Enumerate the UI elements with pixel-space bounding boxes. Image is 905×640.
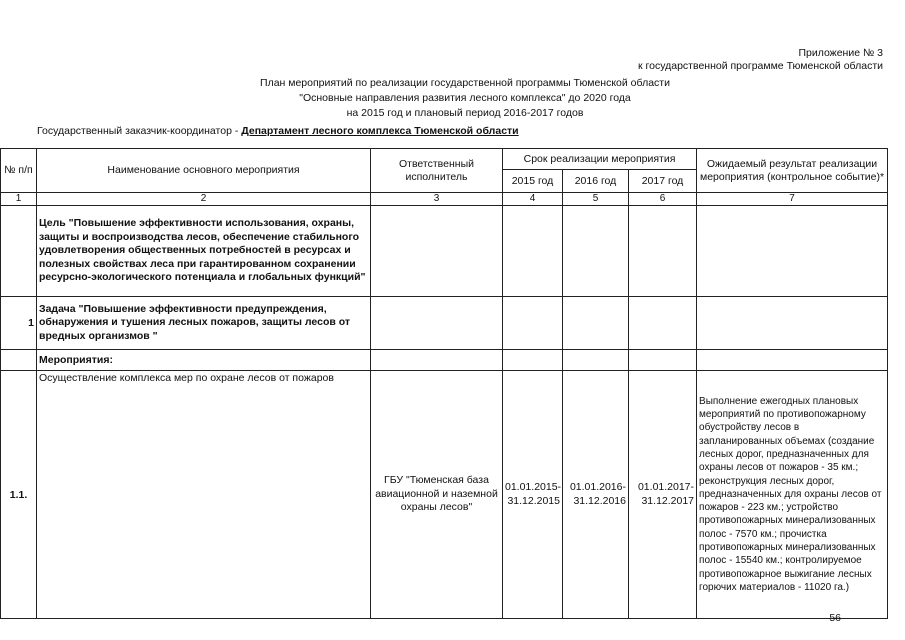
- task-empty-cell: [563, 297, 629, 350]
- column-number: 5: [563, 193, 629, 206]
- header-2016: 2016 год: [563, 170, 629, 193]
- title-line-2: "Основные направления развития лесного комплекса" до 2020 года: [299, 92, 631, 104]
- measures-empty-cell: [697, 350, 888, 371]
- measures-empty-cell: [371, 350, 503, 371]
- task-num: 1: [1, 297, 37, 350]
- goal-empty-cell: [371, 206, 503, 297]
- task-empty-cell: [371, 297, 503, 350]
- state-customer: [37, 125, 519, 137]
- header-2017: 2017 год: [629, 170, 697, 193]
- appendix-number: Приложение № 3: [798, 47, 883, 59]
- goal-empty-cell: [629, 206, 697, 297]
- goal-row: [1, 206, 888, 297]
- measures-empty-cell: [1, 350, 37, 371]
- activity-name: Осуществление комплекса мер по охране лесов от пожаров: [37, 371, 371, 619]
- column-number: 1: [1, 193, 37, 206]
- header-name: Наименование основного мероприятия: [37, 149, 371, 193]
- task-row: [1, 297, 888, 350]
- goal-empty-cell: [697, 206, 888, 297]
- column-numbers-row: [1, 193, 888, 206]
- task-empty-cell: [503, 297, 563, 350]
- appendix-reference: к государственной программе Тюменской области: [638, 60, 883, 72]
- page-number: 56: [829, 612, 841, 624]
- customer-label: Государственный заказчик-координатор -: [37, 125, 242, 137]
- activity-period-2015: 01.01.2015-31.12.2015: [503, 371, 563, 619]
- column-number: 2: [37, 193, 371, 206]
- measures-row: [1, 350, 888, 371]
- goal-empty-cell: [503, 206, 563, 297]
- task-empty-cell: [629, 297, 697, 350]
- measures-empty-cell: [629, 350, 697, 371]
- header-period: Срок реализации мероприятия: [503, 149, 697, 170]
- document-title: [0, 76, 905, 121]
- task-text: Задача "Повышение эффективности предупреждения, обнаружения и тушения лесных пожаров, защиты лесов от вредных организмов ": [37, 297, 371, 350]
- title-line-1: План мероприятий по реализации государственной программы Тюменской области: [260, 77, 670, 89]
- header-responsible: Ответственный исполнитель: [371, 149, 503, 193]
- activities-table: [0, 148, 888, 619]
- appendix-note: [638, 47, 883, 73]
- header-2015: 2015 год: [503, 170, 563, 193]
- goal-empty-cell: [563, 206, 629, 297]
- measures-label: Мероприятия:: [37, 350, 371, 371]
- column-number: 6: [629, 193, 697, 206]
- measures-empty-cell: [563, 350, 629, 371]
- header-result: Ожидаемый результат реализации мероприятия (контрольное событие)*: [697, 149, 888, 193]
- customer-department: Департамент лесного комплекса Тюменской области: [241, 125, 519, 137]
- activity-row: [1, 371, 888, 619]
- activity-period-2016: 01.01.2016-31.12.2016: [563, 371, 629, 619]
- activity-result: Выполнение ежегодных плановых мероприятий по противопожарному обустройству лесов в запланированных объемах (создание лесных дорог, предназначенных для охраны лесов от пожаров - 35 км.; реконструкция лесных дорог, предназначенных для охраны лесов от пожаров - 223 км.; устройство противопожарных минерализованных полос - 7570 км.; прочистка противопожарных минерализованных полос - 15540 км.; контролируемое противопожарное выжигание лесных горючих материалов - 11020 га.): [697, 371, 888, 619]
- goal-num-cell: [1, 206, 37, 297]
- activity-responsible: ГБУ "Тюменская база авиационной и наземной охраны лесов": [371, 371, 503, 619]
- task-empty-cell: [697, 297, 888, 350]
- column-number: 7: [697, 193, 888, 206]
- activity-num: 1.1.: [1, 371, 37, 619]
- column-number: 4: [503, 193, 563, 206]
- column-number: 3: [371, 193, 503, 206]
- activity-period-2017: 01.01.2017-31.12.2017: [629, 371, 697, 619]
- table-header-row: [1, 149, 888, 170]
- goal-text: Цель "Повышение эффективности использования, охраны, защиты и воспроизводства лесов, обеспечение стабильного удовлетворения общественных потребностей в ресурсах и полезных свойствах леса при гарантированном сохранении ресурсно-экологического потенциала и глобальных функций": [37, 206, 371, 297]
- header-num: № п/п: [1, 149, 37, 193]
- title-line-3: на 2015 год и плановый период 2016-2017 годов: [346, 107, 584, 119]
- measures-empty-cell: [503, 350, 563, 371]
